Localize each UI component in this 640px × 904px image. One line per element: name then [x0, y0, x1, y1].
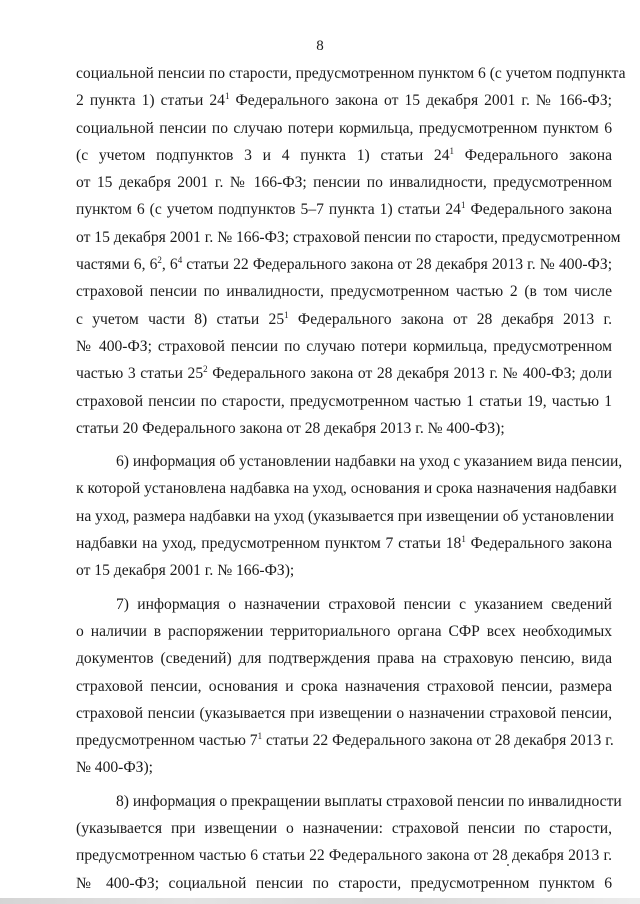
text-line	[76, 196, 612, 223]
text-fragment: Федерального закона от 28 декабря 2013 г. № 400-ФЗ; доли	[207, 365, 612, 383]
text-fragment: страховой пенсии, основания и срока назначения страховой пенсии, размера	[76, 677, 612, 695]
superscript: 2	[203, 364, 208, 375]
text-fragment: страховой пенсии по старости, предусмотренном частью 1 статьи 19, частью 1	[76, 392, 612, 410]
text-fragment: социальной пенсии по старости, предусмотренном пунктом 6 (с учетом подпункта	[76, 65, 626, 82]
text-fragment: от 15 декабря 2001 г. № 166-ФЗ);	[76, 562, 295, 580]
superscript: 1	[284, 309, 289, 320]
document-body	[76, 60, 626, 897]
text-line	[76, 842, 612, 869]
text-fragment: предусмотренном частью 7	[76, 732, 258, 750]
text-fragment: документов (сведений) для подтверждения права на страховую пенсию, вида	[76, 650, 612, 668]
text-fragment: от 15 декабря 2001 г. № 166-ФЗ; пенсии по инвалидности, предусмотренном	[76, 174, 612, 192]
text-line	[76, 251, 612, 278]
text-line	[76, 503, 615, 530]
text-fragment: от 15 декабря 2001 г. № 166-ФЗ; страховой пенсии по старости, предусмотренном	[76, 228, 621, 246]
text-fragment: (указывается при извещении о назначении: страховой пенсии по старости,	[76, 820, 612, 838]
text-line	[76, 870, 612, 897]
text-line	[76, 475, 617, 502]
text-line	[76, 591, 612, 618]
superscript: 4	[177, 255, 183, 266]
text-line	[76, 815, 612, 842]
text-line	[76, 115, 612, 142]
text-line	[76, 388, 612, 415]
text-line	[76, 673, 612, 700]
text-fragment: страховой пенсии по инвалидности, предусмотренном частью 2 (в том числе	[76, 283, 612, 301]
text-line	[76, 169, 612, 196]
text-fragment: частями 6, 6	[76, 256, 158, 274]
text-line	[76, 278, 612, 305]
superscript: 1	[257, 731, 263, 742]
text-fragment: 8) информация о прекращении выплаты страховой пенсии по инвалидности	[116, 792, 622, 810]
text-line	[76, 754, 612, 781]
text-fragment: предусмотренном частью 6 статьи 22 Федерального закона от 28 декабря 2013 г.	[76, 847, 612, 865]
text-fragment: социальной пенсии по случаю потери кормильца, предусмотренном пунктом 6	[76, 119, 612, 137]
text-line	[76, 618, 612, 645]
text-line	[76, 415, 612, 442]
text-fragment: 6) информация об установлении надбавки на уход с указанием вида пенсии,	[116, 453, 623, 471]
text-fragment: страховой пенсии (указывается при извещении о назначении страховой пенсии,	[76, 704, 612, 722]
text-fragment: с учетом части 8) статьи 25	[76, 310, 285, 328]
text-line	[76, 788, 622, 815]
text-fragment: № 400-ФЗ; социальной пенсии по старости, предусмотренном пунктом 6	[76, 874, 612, 892]
text-line	[76, 645, 612, 672]
superscript: 1	[449, 145, 455, 156]
text-fragment: о наличии в распоряжении территориального органа СФР всех необходимых	[76, 622, 612, 640]
text-line	[76, 700, 612, 727]
text-line	[76, 727, 612, 754]
text-line	[76, 224, 621, 251]
text-fragment: Федерального закона	[454, 146, 612, 164]
text-line	[76, 142, 612, 169]
text-fragment: статьи 22 Федерального закона от 28 декабря 2013 г.	[262, 732, 614, 750]
text-fragment: 2 пункта 1) статьи 24	[76, 92, 225, 110]
text-fragment: статьи 22 Федерального закона от 28 декабря 2013 г. № 400-ФЗ;	[182, 256, 613, 274]
text-line	[76, 333, 612, 360]
text-fragment: статьи 20 Федерального закона от 28 декабря 2013 г. № 400-ФЗ);	[76, 419, 505, 437]
text-line	[76, 448, 623, 475]
scan-edge-strip	[0, 898, 640, 904]
superscript: 2	[157, 255, 162, 266]
text-fragment: к которой установлена надбавка на уход, основания и срока назначения надбавки	[76, 480, 617, 498]
text-fragment: Федерального закона	[465, 535, 613, 553]
text-line	[76, 557, 612, 584]
text-fragment: Федерального закона от 15 декабря 2001 г. № 166-ФЗ;	[229, 92, 612, 110]
text-fragment: Федерального закона	[465, 201, 612, 219]
superscript: 1	[224, 91, 230, 102]
text-fragment: на уход, размера надбавки на уход (указывается при извещении об установлении	[76, 507, 615, 525]
text-fragment: , 6	[161, 256, 178, 274]
page-number: 8	[316, 38, 324, 54]
text-line	[76, 60, 626, 87]
text-fragment: надбавки на уход, предусмотренном пунктом 7 статьи 18	[76, 535, 462, 553]
text-fragment: № 400-ФЗ);	[76, 759, 154, 777]
text-fragment: пунктом 6 (с учетом подпунктов 5–7 пункта 1) статьи 24	[76, 201, 461, 219]
text-line	[76, 360, 612, 387]
superscript: 1	[460, 200, 466, 211]
text-fragment: 7) информация о назначении страховой пенсии с указанием сведений	[116, 595, 612, 613]
text-line	[76, 306, 612, 333]
scan-speck	[507, 864, 509, 866]
text-fragment: (с учетом подпунктов 3 и 4 пункта 1) статьи 24	[76, 146, 450, 164]
text-fragment: Федерального закона от 28 декабря 2013 г.	[288, 310, 612, 328]
text-fragment: частью 3 статьи 25	[76, 365, 204, 383]
text-line	[76, 87, 612, 114]
text-line	[76, 530, 612, 557]
text-fragment: № 400-ФЗ; страховой пенсии по случаю потери кормильца, предусмотренном	[76, 337, 612, 355]
superscript: 1	[461, 534, 466, 545]
